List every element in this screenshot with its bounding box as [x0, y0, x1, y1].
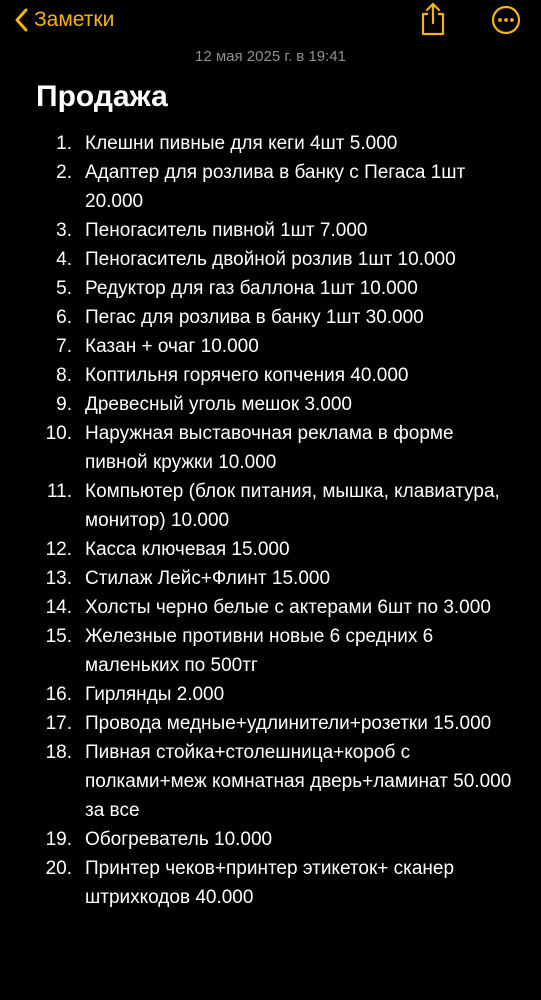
list-item-number: 5. — [56, 278, 72, 299]
list-item[interactable] — [0, 593, 541, 622]
list-item[interactable] — [0, 477, 541, 535]
list-item-number: 9. — [56, 394, 72, 415]
list-item-text: Пеногаситель двойной розлив 1шт 10.000 — [85, 249, 456, 270]
back-button[interactable] — [14, 5, 114, 35]
list-item-number: 15. — [45, 626, 72, 647]
list-item[interactable] — [0, 390, 541, 419]
list-item[interactable] — [0, 825, 541, 854]
list-item-number: 7. — [56, 336, 72, 357]
list-item-text: Клешни пивные для кеги 4шт 5.000 — [85, 133, 398, 154]
list-item-text: Стилаж Лейс+Флинт 15.000 — [85, 568, 331, 589]
list-item-number: 18. — [45, 742, 72, 763]
list-item-number: 19. — [45, 829, 72, 850]
share-icon[interactable] — [419, 1, 447, 37]
note-date: 12 мая 2025 г. в 19:41 — [195, 48, 346, 65]
ellipsis-circle-icon[interactable] — [491, 5, 521, 35]
list-item-number: 13. — [45, 568, 72, 589]
list-item-number: 4. — [56, 249, 72, 270]
list-item-text: Казан + очаг 10.000 — [85, 336, 259, 357]
list-item-number: 2. — [56, 162, 72, 183]
list-item-number: 11. — [46, 481, 72, 502]
list-item-text: Провода медные+удлинители+розетки 15.000 — [85, 713, 492, 734]
note-list[interactable] — [0, 129, 541, 912]
list-item-text: Компьютер (блок питания, мышка, клавиатура, монитор) 10.000 — [85, 481, 500, 531]
navigation-bar — [0, 0, 541, 44]
list-item-number: 3. — [56, 220, 72, 241]
list-item-number: 8. — [56, 365, 72, 386]
list-item-text: Наружная выставочная реклама в форме пивной кружки 10.000 — [85, 423, 454, 473]
list-item[interactable] — [0, 303, 541, 332]
list-item[interactable] — [0, 709, 541, 738]
list-item-number: 1. — [56, 133, 72, 154]
list-item[interactable] — [0, 158, 541, 216]
list-item[interactable] — [0, 564, 541, 593]
list-item-text: Касса ключевая 15.000 — [85, 539, 290, 560]
list-item[interactable] — [0, 680, 541, 709]
list-item-text: Гирлянды 2.000 — [85, 684, 225, 705]
chevron-left-icon — [14, 8, 28, 32]
list-item[interactable] — [0, 216, 541, 245]
list-item-text: Пеногаситель пивной 1шт 7.000 — [85, 220, 368, 241]
list-item[interactable] — [0, 738, 541, 825]
list-item-text: Пегас для розлива в банку 1шт 30.000 — [85, 307, 424, 328]
list-item[interactable] — [0, 129, 541, 158]
list-item-text: Принтер чеков+принтер этикеток+ сканер штрихкодов 40.000 — [85, 858, 455, 908]
list-item-text: Редуктор для газ баллона 1шт 10.000 — [85, 278, 418, 299]
list-item-number: 20. — [45, 858, 72, 879]
list-item[interactable] — [0, 854, 541, 912]
list-item-text: Древесный уголь мешок 3.000 — [85, 394, 352, 415]
list-item-text: Обогреватель 10.000 — [85, 829, 273, 850]
list-item-number: 10. — [45, 423, 72, 444]
list-item-number: 14. — [45, 597, 72, 618]
list-item-number: 17. — [45, 713, 72, 734]
list-item[interactable] — [0, 274, 541, 303]
list-item-number: 6. — [56, 307, 72, 328]
back-button-label: Заметки — [34, 8, 115, 31]
list-item[interactable] — [0, 419, 541, 477]
list-item-text: Адаптер для розлива в банку с Пегаса 1шт 20.000 — [85, 162, 466, 212]
list-item[interactable] — [0, 245, 541, 274]
list-item-number: 12. — [45, 539, 72, 560]
list-item[interactable] — [0, 361, 541, 390]
list-item-text: Холсты черно белые с актерами 6шт по 3.000 — [85, 597, 491, 618]
list-item[interactable] — [0, 535, 541, 564]
note-title[interactable]: Продажа — [36, 80, 168, 113]
list-item[interactable] — [0, 622, 541, 680]
list-item-number: 16. — [45, 684, 72, 705]
list-item-text: Коптильня горячего копчения 40.000 — [85, 365, 409, 386]
list-item-text: Железные противни новые 6 средних 6 маленьких по 500тг — [85, 626, 434, 676]
list-item[interactable] — [0, 332, 541, 361]
list-item-text: Пивная стойка+столешница+короб с полками+меж комнатная дверь+ламинат 50.000 за все — [85, 742, 512, 821]
